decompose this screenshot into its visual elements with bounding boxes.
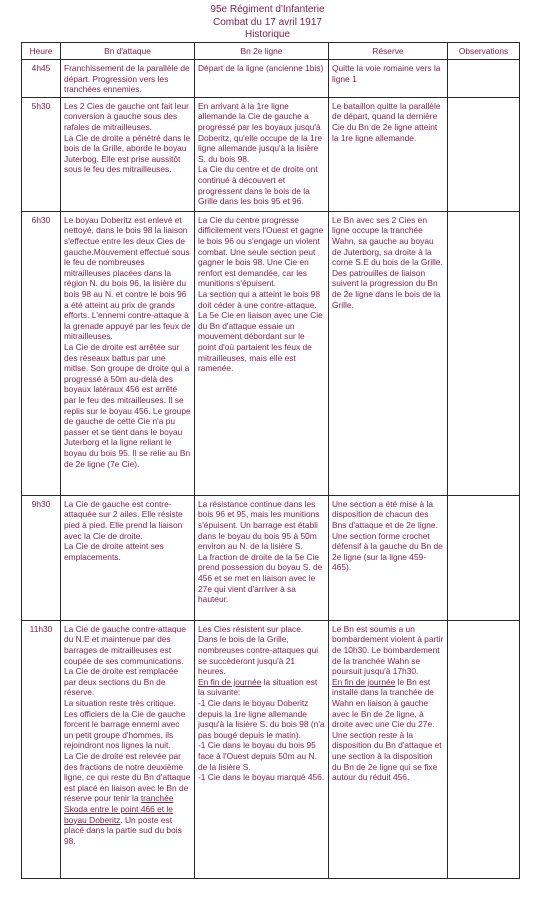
attack-cell: La Cie de gauche est contre-attaquée sur 2 ailes. Elle résiste pied à pied. Elle prend la liaison avec la Cie de droite. La Cie de droite atteint ses emplacements. [61, 495, 195, 620]
time-cell: 4h45 [22, 60, 61, 98]
second-line-cell: Départ de la ligne (ancienne 1bis) [195, 60, 329, 98]
attack-text-tail: . Un poste est placé dans la partie sud du bois 98. [64, 814, 182, 846]
col-header-heure: Heure [22, 42, 61, 60]
reserve-cell: Une section a été mise à la disposition de chacun des Bns d'attaque et de 2e ligne. Une section forme crochet défensif à la gauche du Bn de 2e ligne (sur la ligne 459-465). [329, 495, 448, 620]
underlined-phrase: En fin de journée [198, 676, 262, 687]
observations-cell [448, 495, 520, 620]
document-header [0, 0, 535, 42]
col-header-attack: Bn d'attaque [61, 42, 195, 60]
attack-cell: Le boyau Doberitz est enlevé et nettoyé, dans le bois 98 la liaison s'effectue entre les deux Cies de gauche.Mouvement effectué sous le feu de nombreuses mitrailleuses placées dans la région N. du bois 96, la lisière du bois 98 au N. et contre le bois 96 a été atteint au prix de grands efforts. L'ennemi contre-attaque à la grenade appuyé par les feux de mitrailleuses. La Cie de droite est arrêtée sur des réseaux battus par une mitlse. Son groupe de droite qui a progressé à 50m au-delà des boyaux latéraux 456 est arrêté par le feu des mitrailleuses. Il se replis sur le boyau 456. Le groupe de gauche de cette Cie n'a pu passer et se tient dans le boyau Juterborg et la ligne reliant le boyau du bois 95. Il se relie au Bn de 2e ligne (7e Cie). [61, 211, 195, 495]
second-line-cell [195, 620, 329, 878]
attack-cell: Franchissement de la parallèle de départ. Progression vers les tranchées ennemies. [61, 60, 195, 98]
reserve-cell [329, 620, 448, 878]
col-header-second-line: Bn 2e ligne [195, 42, 329, 60]
section-title: Historique [244, 29, 291, 40]
observations-cell [448, 620, 520, 878]
time-cell: 5h30 [22, 97, 61, 211]
combat-title: Combat du 17 avril 1917 [213, 16, 322, 28]
col-header-observations: Observations [448, 42, 520, 60]
observations-cell [448, 60, 520, 98]
table-row [22, 97, 520, 211]
history-table [21, 42, 520, 879]
underlined-phrase: En fin de journée [332, 676, 396, 687]
time-cell: 11h30 [22, 620, 61, 878]
reserve-text-tail: le Bn est installé dans la tranchée de Wahn en liaison à gauche avec le Bn de 2e ligne, à droite avec une Cie du 27e. Une section reste à la disposition du Bn d'attaque et une section à la disposition du Bn de 2e ligne qui se fixe autour du réduit 456. [332, 676, 442, 783]
time-cell: 9h30 [22, 495, 61, 620]
second-line-text: Les Cies résistent sur place. Dans le bois de la Grille, nombreuses contre-attaques qui se succèderont jusqu'à 21 heures. [198, 623, 319, 677]
second-line-cell: La Cie du centre progresse difficilement vers l'Ouest et gagne le bois 96 ou s'engage un violent combat. Une seule section peut gagner le bois 98. Une Cie en renfort est demandée, car les munitions s'épuisent. La section qui a atteint le bois 98 doit céder à une contre-attaque. La 5e Cie en liaison avec une Cie du Bn d'attaque essaie un mouvement débordant sur le point d'où partaient les feux de mitrailleuses, mais elle est ramenée. [195, 211, 329, 495]
col-header-reserve: Réserve [329, 42, 448, 60]
second-line-text-tail: la situation est la suivante: -1 Cie dans le boyau Doberitz depuis la 1re ligne allemande jusqu'à la lisière S. du bois 98 (n'a pas bougé depuis le matin). -1 Cie dans le boyau du bois 95 face à l'Ouest depuis 50m au N. de la lisière S. -1 Cie dans le boyau marqué 456. [198, 676, 325, 783]
table-row [22, 211, 520, 495]
table-row [22, 495, 520, 620]
second-line-cell: En arrivant à la 1re ligne allemande la Cie de gauche a progressé par les boyaux jusqu'à Doberitz, qu'elle occupe de la 1re ligne allemande jusqu'à la lisière S. du bois 98. La Cie du centre et de droite ont continué à découvert et progressent dans le bois de la Grille dans les bois 95 et 96. [195, 97, 329, 211]
reserve-text: Le Bn est soumis a un bombardement violent à partir de 10h30. Le bombardement de la tranchée Wahn se poursuit jusqu'à 17h30. [332, 623, 444, 677]
reserve-cell: Quitte la voie romaine vers la ligne 1 [329, 60, 448, 98]
attack-text: La Cie de gauche contre-attaque du N.E et maintenue par des barrages de mitrailleuses est coupée de ses communications. La Cie de droite est remplacée par deux sections du Bn de réserve. La situation reste très critique. Les officiers de la Cie de gauche forcent le barrage ennemi avec un petit groupe d'hommes, ils rejoindront nos lignes la nuit. La Cie de droite est relevée par des fractions de notre deuxième ligne, ce qui reste du Bn d'attaque est placé en liaison avec le Bn de réserve pour tenir la [64, 623, 191, 804]
table-row [22, 60, 520, 98]
time-cell: 6h30 [22, 211, 61, 495]
regiment-title: 95e Régiment d'Infanterie [210, 4, 325, 15]
attack-cell [61, 620, 195, 878]
table-row [22, 620, 520, 878]
observations-cell [448, 97, 520, 211]
observations-cell [448, 211, 520, 495]
second-line-cell: La résistance continue dans les bois 96 et 95, mais les munitions s'épuisent. Un barrage est établi dans le boyau du bois 95 à 50m environ au N. de la lisière S. La fraction de droite de la 5e Cie prend possession du boyau S. de 456 et se met en liaison avec le 27e qui vient d'arriver à sa hauteur. [195, 495, 329, 620]
header-row [22, 42, 520, 60]
attack-cell: Les 2 Cies de gauche ont fait leur conversion à gauche sous des rafales de mitrailleuses. La Cie de droite a pénétré dans le bois de la Grille, aborde le boyau Juterbog. Elle est prise aussitôt sous le feu des mitrailleuses. [61, 97, 195, 211]
underlined-location: tranchée Skoda entre le point 466 et le boyau Doberitz [64, 793, 174, 825]
reserve-cell: Le bataillon quitte la parallèle de départ, quand la dernière Cie du Bn de 2e ligne atteint la 1re ligne allemande. [329, 97, 448, 211]
reserve-cell: Le Bn avec ses 2 Cies en ligne occupe la tranchée Wahn, sa gauche au boyau de Juterborg, sa droite à la corne S.E du bois de la Grille. Des patrouilles de liaison suivent la progression du Bn de 2e ligne dans le bois de la Grille. [329, 211, 448, 495]
